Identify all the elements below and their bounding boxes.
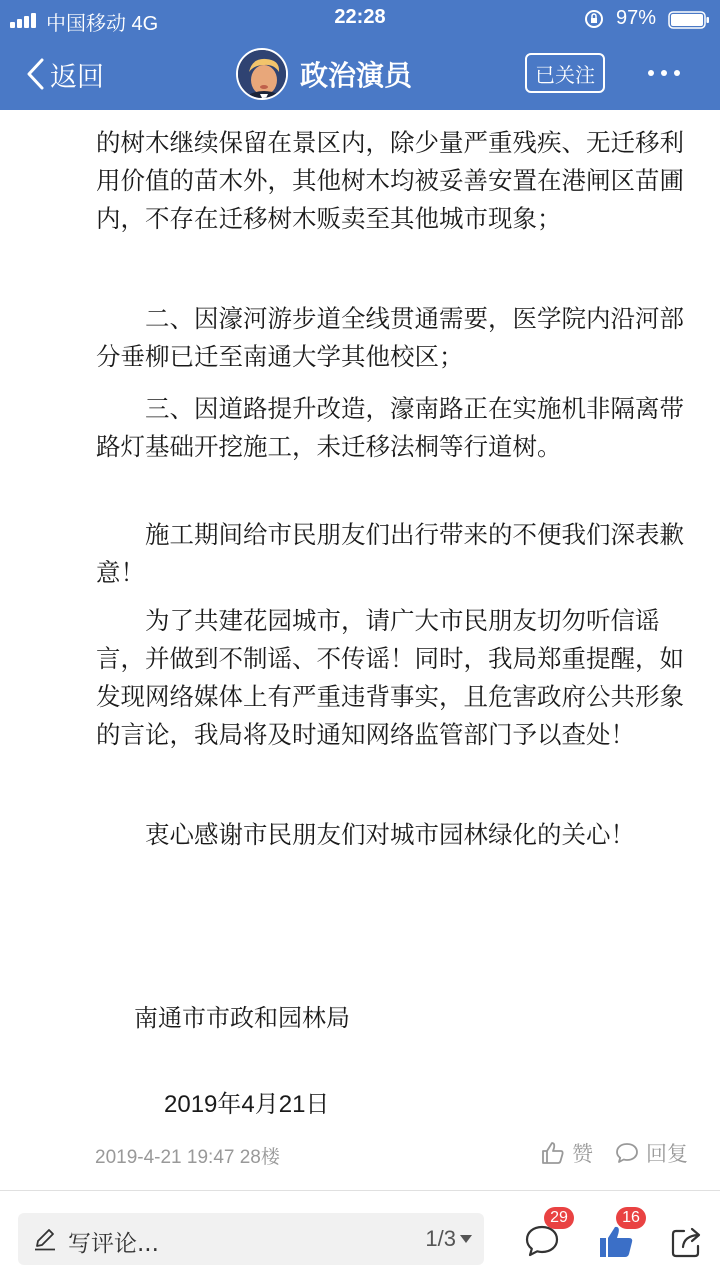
paragraph: 施工期间给市民朋友们出行带来的不便我们深表歉意！ <box>96 520 684 587</box>
chevron-left-icon <box>24 57 46 91</box>
page-indicator-label: 1/3 <box>425 1226 456 1251</box>
reply-label: 回复 <box>646 1142 688 1166</box>
battery-icon <box>668 11 710 29</box>
post-time-floor: 2019-4-21 19:47 28楼 <box>95 1147 280 1168</box>
comment-bubble-icon <box>614 1140 640 1166</box>
more-options-icon[interactable] <box>644 58 684 88</box>
status-bar <box>0 0 720 38</box>
page-title: 政治演员 <box>300 59 413 92</box>
avatar-image <box>238 50 288 100</box>
signature: 南通市市政和园林局 <box>134 1005 350 1032</box>
paragraph: 为了共建花园城市，请广大市民朋友切勿听信谣言，并做到不制谣、不传谣！同时，我局郑重提醒，如发现网络媒体上有严重违背事实，且危害政府公共形象的言论，我局将及时通知网络监管部门予以查处！ <box>96 606 684 749</box>
orientation-lock-icon <box>584 9 604 29</box>
like-button[interactable] <box>540 1138 593 1168</box>
comment-input[interactable] <box>18 1213 484 1265</box>
paragraph: 的树木继续保留在景区内，除少量严重残疾、无迁移利用价值的苗木外，其他树木均被妥善安置在港闸区苗圃内，不存在迁移树木贩卖至其他城市现象； <box>96 128 684 233</box>
page-indicator[interactable] <box>425 1226 472 1252</box>
likes-count-badge: 16 <box>616 1207 646 1229</box>
back-label: 返回 <box>50 61 104 93</box>
pencil-icon <box>32 1226 58 1252</box>
nav-bar <box>0 38 720 110</box>
comments-count-badge: 29 <box>544 1207 574 1229</box>
paragraph: 三、因道路提升改造，濠南路正在实施机非隔离带路灯基础开挖施工，未迁移法桐等行道树。 <box>96 394 684 461</box>
status-time: 22:28 <box>334 6 386 28</box>
comment-placeholder: 写评论... <box>68 1231 159 1257</box>
thumbs-up-icon <box>540 1140 566 1166</box>
bottom-bar <box>0 1190 720 1280</box>
follow-button[interactable]: 已关注 <box>525 53 605 93</box>
share-icon[interactable] <box>668 1221 708 1261</box>
avatar[interactable] <box>236 48 288 100</box>
like-label: 赞 <box>572 1142 593 1166</box>
carrier-label: 中国移动 4G <box>46 13 159 35</box>
caret-down-icon <box>460 1235 472 1243</box>
reply-button[interactable] <box>614 1138 688 1168</box>
paragraph: 二、因濠河游步道全线贯通需要，医学院内沿河部分垂柳已迁至南通大学其他校区； <box>96 304 684 371</box>
battery-percent: 97% <box>616 7 657 29</box>
signature-date: 2019年4月21日 <box>164 1091 330 1118</box>
paragraph: 衷心感谢市民朋友们对城市园林绿化的关心！ <box>145 820 635 849</box>
back-button[interactable] <box>24 52 104 96</box>
article-body <box>0 110 720 1190</box>
